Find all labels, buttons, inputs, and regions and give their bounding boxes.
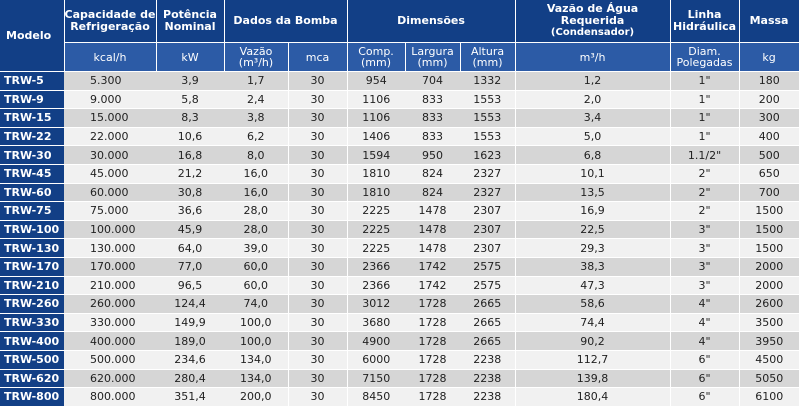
table-row xyxy=(0,164,799,183)
power-cell: 21,2 xyxy=(156,164,224,183)
diameter-cell: 1" xyxy=(670,109,739,128)
header-capacity: Capacidade de Refrigeração xyxy=(64,0,156,43)
model-cell: TRW-130 xyxy=(0,239,64,258)
width-cell: 1742 xyxy=(405,257,460,276)
height-cell: 2307 xyxy=(460,220,515,239)
flow-cell: 74,0 xyxy=(224,295,288,314)
mass-cell: 5050 xyxy=(739,369,799,388)
flow-cell: 6,2 xyxy=(224,127,288,146)
flow-cell: 16,0 xyxy=(224,183,288,202)
capacity-cell: 5.300 xyxy=(64,72,156,91)
height-cell: 1553 xyxy=(460,90,515,109)
width-cell: 833 xyxy=(405,109,460,128)
table-row xyxy=(0,257,799,276)
model-cell: TRW-9 xyxy=(0,90,64,109)
flow-cell: 200,0 xyxy=(224,388,288,406)
table-row xyxy=(0,369,799,388)
width-cell: 833 xyxy=(405,127,460,146)
water-flow-cell: 6,8 xyxy=(515,146,670,165)
width-cell: 1728 xyxy=(405,369,460,388)
height-cell: 2665 xyxy=(460,295,515,314)
mass-cell: 700 xyxy=(739,183,799,202)
table-row xyxy=(0,127,799,146)
comp-cell: 1406 xyxy=(347,127,405,146)
flow-cell: 28,0 xyxy=(224,202,288,221)
capacity-cell: 75.000 xyxy=(64,202,156,221)
water-flow-cell: 1,2 xyxy=(515,72,670,91)
table-row xyxy=(0,295,799,314)
flow-cell: 16,0 xyxy=(224,164,288,183)
power-cell: 8,3 xyxy=(156,109,224,128)
table-row xyxy=(0,109,799,128)
flow-cell: 28,0 xyxy=(224,220,288,239)
header-hydraulic: Linha Hidráulica xyxy=(670,0,739,43)
mca-cell: 30 xyxy=(288,257,347,276)
capacity-cell: 500.000 xyxy=(64,350,156,369)
capacity-cell: 260.000 xyxy=(64,295,156,314)
mass-cell: 3950 xyxy=(739,332,799,351)
width-cell: 1478 xyxy=(405,202,460,221)
power-cell: 30,8 xyxy=(156,183,224,202)
width-cell: 1728 xyxy=(405,313,460,332)
height-cell: 2665 xyxy=(460,313,515,332)
mass-cell: 2000 xyxy=(739,276,799,295)
height-cell: 1553 xyxy=(460,109,515,128)
capacity-cell: 15.000 xyxy=(64,109,156,128)
mca-cell: 30 xyxy=(288,220,347,239)
power-cell: 77,0 xyxy=(156,257,224,276)
comp-cell: 8450 xyxy=(347,388,405,406)
model-cell: TRW-22 xyxy=(0,127,64,146)
mass-cell: 1500 xyxy=(739,239,799,258)
table-row xyxy=(0,146,799,165)
table-row xyxy=(0,313,799,332)
comp-cell: 2366 xyxy=(347,276,405,295)
mass-cell: 2600 xyxy=(739,295,799,314)
water-flow-cell: 90,2 xyxy=(515,332,670,351)
power-cell: 96,5 xyxy=(156,276,224,295)
mca-cell: 30 xyxy=(288,295,347,314)
diameter-cell: 6" xyxy=(670,388,739,406)
capacity-cell: 330.000 xyxy=(64,313,156,332)
power-cell: 64,0 xyxy=(156,239,224,258)
model-cell: TRW-330 xyxy=(0,313,64,332)
mass-cell: 4500 xyxy=(739,350,799,369)
power-cell: 149,9 xyxy=(156,313,224,332)
power-cell: 3,9 xyxy=(156,72,224,91)
table-row xyxy=(0,220,799,239)
water-flow-cell: 29,3 xyxy=(515,239,670,258)
diameter-cell: 1" xyxy=(670,127,739,146)
width-cell: 824 xyxy=(405,164,460,183)
height-cell: 2238 xyxy=(460,388,515,406)
table-row xyxy=(0,90,799,109)
header-water-flow: Vazão de Água Requerida (Condensador) xyxy=(515,0,670,43)
header-row xyxy=(0,0,799,43)
water-flow-cell: 10,1 xyxy=(515,164,670,183)
capacity-cell: 400.000 xyxy=(64,332,156,351)
height-cell: 2307 xyxy=(460,239,515,258)
flow-cell: 39,0 xyxy=(224,239,288,258)
header-mass: Massa xyxy=(739,0,799,43)
flow-cell: 60,0 xyxy=(224,276,288,295)
water-flow-cell: 38,3 xyxy=(515,257,670,276)
comp-cell: 2225 xyxy=(347,220,405,239)
capacity-cell: 30.000 xyxy=(64,146,156,165)
model-cell: TRW-260 xyxy=(0,295,64,314)
flow-cell: 8,0 xyxy=(224,146,288,165)
mass-cell: 3500 xyxy=(739,313,799,332)
unit-flow: Vazão (m³/h) xyxy=(224,43,288,72)
flow-cell: 100,0 xyxy=(224,332,288,351)
diameter-cell: 3" xyxy=(670,276,739,295)
mass-cell: 200 xyxy=(739,90,799,109)
unit-length: Comp. (mm) xyxy=(347,43,405,72)
table-row xyxy=(0,72,799,91)
header-dimensions: Dimensões xyxy=(347,0,515,43)
table-row xyxy=(0,350,799,369)
mca-cell: 30 xyxy=(288,369,347,388)
power-cell: 124,4 xyxy=(156,295,224,314)
width-cell: 950 xyxy=(405,146,460,165)
capacity-cell: 45.000 xyxy=(64,164,156,183)
table-row xyxy=(0,332,799,351)
comp-cell: 1106 xyxy=(347,109,405,128)
water-flow-cell: 16,9 xyxy=(515,202,670,221)
unit-mass: kg xyxy=(739,43,799,72)
flow-cell: 134,0 xyxy=(224,369,288,388)
diameter-cell: 4" xyxy=(670,295,739,314)
power-cell: 36,6 xyxy=(156,202,224,221)
model-cell: TRW-5 xyxy=(0,72,64,91)
power-cell: 189,0 xyxy=(156,332,224,351)
header-model: Modelo xyxy=(0,0,64,72)
comp-cell: 3680 xyxy=(347,313,405,332)
diameter-cell: 3" xyxy=(670,257,739,276)
capacity-cell: 170.000 xyxy=(64,257,156,276)
model-cell: TRW-620 xyxy=(0,369,64,388)
water-flow-cell: 13,5 xyxy=(515,183,670,202)
height-cell: 2665 xyxy=(460,332,515,351)
mass-cell: 500 xyxy=(739,146,799,165)
width-cell: 1742 xyxy=(405,276,460,295)
header-pump: Dados da Bomba xyxy=(224,0,347,43)
mca-cell: 30 xyxy=(288,72,347,91)
water-flow-cell: 5,0 xyxy=(515,127,670,146)
model-cell: TRW-170 xyxy=(0,257,64,276)
model-cell: TRW-60 xyxy=(0,183,64,202)
flow-cell: 1,7 xyxy=(224,72,288,91)
capacity-cell: 620.000 xyxy=(64,369,156,388)
comp-cell: 1810 xyxy=(347,183,405,202)
power-cell: 280,4 xyxy=(156,369,224,388)
comp-cell: 6000 xyxy=(347,350,405,369)
diameter-cell: 2" xyxy=(670,202,739,221)
diameter-cell: 4" xyxy=(670,313,739,332)
water-flow-cell: 47,3 xyxy=(515,276,670,295)
water-flow-cell: 2,0 xyxy=(515,90,670,109)
water-flow-cell: 74,4 xyxy=(515,313,670,332)
water-flow-cell: 58,6 xyxy=(515,295,670,314)
model-cell: TRW-30 xyxy=(0,146,64,165)
table-row xyxy=(0,239,799,258)
water-flow-cell: 22,5 xyxy=(515,220,670,239)
mca-cell: 30 xyxy=(288,202,347,221)
height-cell: 2327 xyxy=(460,164,515,183)
unit-capacity: kcal/h xyxy=(64,43,156,72)
flow-cell: 2,4 xyxy=(224,90,288,109)
table-row xyxy=(0,202,799,221)
comp-cell: 1106 xyxy=(347,90,405,109)
comp-cell: 2366 xyxy=(347,257,405,276)
capacity-cell: 800.000 xyxy=(64,388,156,406)
comp-cell: 7150 xyxy=(347,369,405,388)
capacity-cell: 210.000 xyxy=(64,276,156,295)
unit-height: Altura (mm) xyxy=(460,43,515,72)
model-cell: TRW-800 xyxy=(0,388,64,406)
flow-cell: 60,0 xyxy=(224,257,288,276)
height-cell: 2307 xyxy=(460,202,515,221)
comp-cell: 954 xyxy=(347,72,405,91)
comp-cell: 4900 xyxy=(347,332,405,351)
unit-water-flow: m³/h xyxy=(515,43,670,72)
width-cell: 1728 xyxy=(405,350,460,369)
diameter-cell: 2" xyxy=(670,164,739,183)
water-flow-cell: 3,4 xyxy=(515,109,670,128)
mass-cell: 180 xyxy=(739,72,799,91)
width-cell: 1728 xyxy=(405,295,460,314)
diameter-cell: 1" xyxy=(670,72,739,91)
mass-cell: 1500 xyxy=(739,202,799,221)
model-cell: TRW-500 xyxy=(0,350,64,369)
mass-cell: 400 xyxy=(739,127,799,146)
capacity-cell: 60.000 xyxy=(64,183,156,202)
mass-cell: 300 xyxy=(739,109,799,128)
model-cell: TRW-15 xyxy=(0,109,64,128)
width-cell: 1728 xyxy=(405,388,460,406)
power-cell: 45,9 xyxy=(156,220,224,239)
units-row xyxy=(0,43,799,72)
comp-cell: 3012 xyxy=(347,295,405,314)
mca-cell: 30 xyxy=(288,146,347,165)
mass-cell: 2000 xyxy=(739,257,799,276)
diameter-cell: 1" xyxy=(670,90,739,109)
width-cell: 1478 xyxy=(405,220,460,239)
height-cell: 2575 xyxy=(460,276,515,295)
width-cell: 704 xyxy=(405,72,460,91)
mca-cell: 30 xyxy=(288,90,347,109)
height-cell: 2238 xyxy=(460,350,515,369)
diameter-cell: 6" xyxy=(670,350,739,369)
water-flow-cell: 139,8 xyxy=(515,369,670,388)
mca-cell: 30 xyxy=(288,183,347,202)
comp-cell: 2225 xyxy=(347,239,405,258)
unit-diameter: Diam. Polegadas xyxy=(670,43,739,72)
table-row xyxy=(0,183,799,202)
mca-cell: 30 xyxy=(288,239,347,258)
flow-cell: 3,8 xyxy=(224,109,288,128)
model-cell: TRW-400 xyxy=(0,332,64,351)
mca-cell: 30 xyxy=(288,276,347,295)
header-power: Potência Nominal xyxy=(156,0,224,43)
diameter-cell: 2" xyxy=(670,183,739,202)
water-flow-cell: 180,4 xyxy=(515,388,670,406)
height-cell: 1332 xyxy=(460,72,515,91)
capacity-cell: 9.000 xyxy=(64,90,156,109)
unit-power: kW xyxy=(156,43,224,72)
diameter-cell: 1.1/2" xyxy=(670,146,739,165)
diameter-cell: 4" xyxy=(670,332,739,351)
mass-cell: 650 xyxy=(739,164,799,183)
mca-cell: 30 xyxy=(288,127,347,146)
height-cell: 1553 xyxy=(460,127,515,146)
height-cell: 2575 xyxy=(460,257,515,276)
height-cell: 1623 xyxy=(460,146,515,165)
table-row xyxy=(0,276,799,295)
power-cell: 234,6 xyxy=(156,350,224,369)
diameter-cell: 6" xyxy=(670,369,739,388)
mca-cell: 30 xyxy=(288,313,347,332)
model-cell: TRW-75 xyxy=(0,202,64,221)
flow-cell: 134,0 xyxy=(224,350,288,369)
mass-cell: 6100 xyxy=(739,388,799,406)
capacity-cell: 100.000 xyxy=(64,220,156,239)
table-row xyxy=(0,388,799,406)
width-cell: 1478 xyxy=(405,239,460,258)
model-cell: TRW-100 xyxy=(0,220,64,239)
width-cell: 824 xyxy=(405,183,460,202)
water-flow-cell: 112,7 xyxy=(515,350,670,369)
power-cell: 351,4 xyxy=(156,388,224,406)
diameter-cell: 3" xyxy=(670,239,739,258)
power-cell: 16,8 xyxy=(156,146,224,165)
mca-cell: 30 xyxy=(288,388,347,406)
model-cell: TRW-210 xyxy=(0,276,64,295)
unit-width: Largura (mm) xyxy=(405,43,460,72)
model-cell: TRW-45 xyxy=(0,164,64,183)
comp-cell: 1594 xyxy=(347,146,405,165)
height-cell: 2238 xyxy=(460,369,515,388)
comp-cell: 1810 xyxy=(347,164,405,183)
mca-cell: 30 xyxy=(288,109,347,128)
width-cell: 1728 xyxy=(405,332,460,351)
capacity-cell: 130.000 xyxy=(64,239,156,258)
mass-cell: 1500 xyxy=(739,220,799,239)
power-cell: 10,6 xyxy=(156,127,224,146)
mca-cell: 30 xyxy=(288,350,347,369)
capacity-cell: 22.000 xyxy=(64,127,156,146)
mca-cell: 30 xyxy=(288,164,347,183)
height-cell: 2327 xyxy=(460,183,515,202)
mca-cell: 30 xyxy=(288,332,347,351)
diameter-cell: 3" xyxy=(670,220,739,239)
flow-cell: 100,0 xyxy=(224,313,288,332)
power-cell: 5,8 xyxy=(156,90,224,109)
unit-pressure: mca xyxy=(288,43,347,72)
width-cell: 833 xyxy=(405,90,460,109)
table-body xyxy=(0,72,799,406)
comp-cell: 2225 xyxy=(347,202,405,221)
